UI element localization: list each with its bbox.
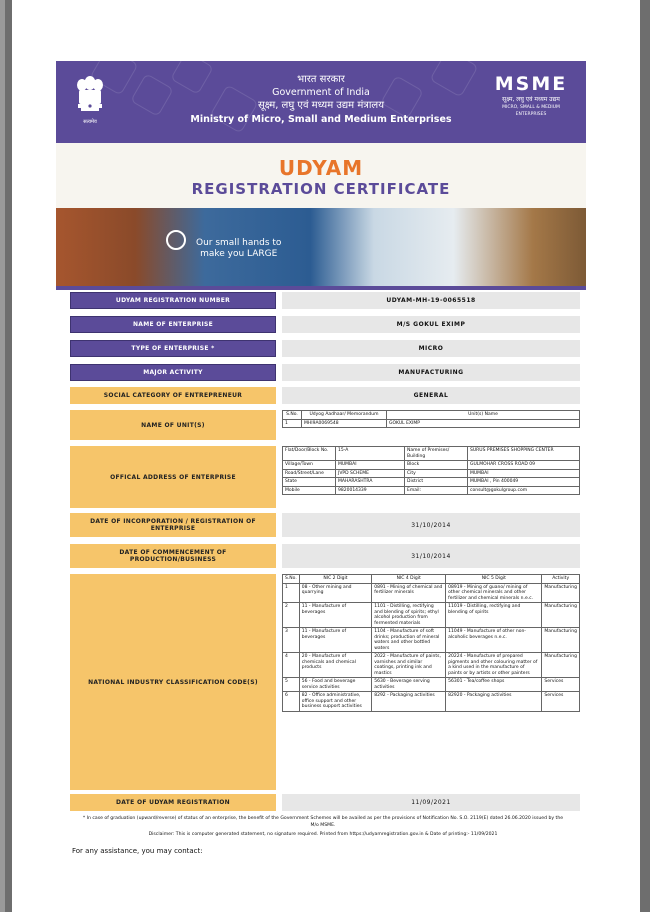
contact-text: For any assistance, you may contact: — [72, 847, 203, 855]
nic-cell: Services — [542, 678, 580, 692]
unit-cell: 1 — [283, 419, 302, 428]
address-cell: GULMOHAR CROSS ROAD 09 — [468, 461, 580, 470]
nic-cell: 2 — [283, 603, 300, 628]
certificate-title — [56, 143, 586, 208]
nic-cell: 5630 - Beverage serving activities — [372, 678, 446, 692]
nic-cell: Manufacturing — [542, 653, 580, 678]
nic-cell: Activity — [542, 575, 580, 584]
address-row — [283, 486, 580, 495]
social-category-value: GENERAL — [282, 387, 580, 404]
enterprise-type-value: MICRO — [282, 340, 580, 357]
nic-row — [283, 583, 580, 603]
nic-row — [283, 692, 580, 712]
commencement-date-label: DATE OF COMMENCEMENT OF PRODUCTION/BUSINESS — [70, 544, 276, 568]
nic-cell: 5 — [283, 678, 300, 692]
address-cell: MUMBAI — [336, 461, 405, 470]
nic-row — [283, 678, 580, 692]
nic-cell: 82 - Office administrative, office support and other business support activities — [299, 692, 371, 712]
address-row — [283, 478, 580, 487]
nic-cell: 82920 - Packaging activities — [446, 692, 542, 712]
nic-cell: 56301 - Tea/coffee shops — [446, 678, 542, 692]
address-cell: 15-A — [336, 447, 405, 461]
government-text: Government of India — [272, 87, 370, 98]
nic-row — [283, 603, 580, 628]
address-label: OFFICAL ADDRESS OF ENTERPRISE — [70, 446, 276, 508]
address-cell: State — [283, 478, 336, 487]
address-row — [283, 461, 580, 470]
nic-cell: Services — [542, 692, 580, 712]
reg-number-value: UDYAM-MH-19-0065518 — [282, 292, 580, 309]
address-cell: Block — [405, 461, 468, 470]
banner-divider — [56, 286, 586, 290]
unit-cell: Udyog Aadhaar/ Memorandum — [302, 411, 387, 420]
unit-cell: GOKUL EXIMP — [387, 419, 580, 428]
address-cell: MAHARASHTRA — [336, 478, 405, 487]
nic-cell: S.No. — [283, 575, 300, 584]
address-cell: consult@gokulgroup.com — [468, 486, 580, 495]
address-cell: Village/Town — [283, 461, 336, 470]
nic-cell: NIC 4 Digit — [372, 575, 446, 584]
nic-cell: 2022 - Manufacture of paints, varnishes and similar coatings, printing ink and mastics — [372, 653, 446, 678]
major-activity-label: MAJOR ACTIVITY — [70, 364, 276, 381]
ministry-header — [56, 61, 586, 143]
address-cell: 9820014339 — [336, 486, 405, 495]
address-cell: Name of Premises/ Building — [405, 447, 468, 461]
reg-number-label: UDYAM REGISTRATION NUMBER — [70, 292, 276, 309]
units-table — [282, 410, 580, 428]
commencement-date-value: 31/10/2014 — [282, 544, 580, 568]
nic-codes-table — [282, 574, 580, 712]
nic-cell: Manufacturing — [542, 603, 580, 628]
address-cell: Road/Street/Lane — [283, 469, 336, 478]
address-cell: MUMBAI — [468, 469, 580, 478]
unit-cell: Unit(s) Name — [387, 411, 580, 420]
address-row — [283, 469, 580, 478]
nic-cell: 20 - Manufacture of chemicals and chemical products — [299, 653, 371, 678]
address-cell: JVPD SCHEME — [336, 469, 405, 478]
address-cell: Flat/Door/Block No. — [283, 447, 336, 461]
chakra-icon — [166, 230, 186, 250]
unit-row — [283, 419, 580, 428]
unit-header-row — [283, 411, 580, 420]
enterprise-name-label: NAME OF ENTERPRISE — [70, 316, 276, 333]
udyam-date-value: 11/09/2021 — [282, 794, 580, 811]
title-udyam: UDYAM — [278, 156, 364, 180]
address-cell: Email: — [405, 486, 468, 495]
hindi-government-text: भारत सरकार — [297, 74, 345, 85]
address-cell: Mobile — [283, 486, 336, 495]
unit-names-label: NAME OF UNIT(S) — [70, 410, 276, 440]
nic-cell: 6 — [283, 692, 300, 712]
nic-cell: 3 — [283, 628, 300, 653]
graduation-footnote: * In case of graduation (upward/reverse) of status of an enterprise, the benefit of the Government Schemes will be availed as per the provisions of Notification No. S.O. 2119(E) dated 26.06.2020 issued by the M/o MSME. — [82, 816, 564, 828]
address-row — [283, 447, 580, 461]
nic-cell: 08919 - Mining of guano/ mining of other chemical minerals and other fertilizer and chemical minerals n.e.c. — [446, 583, 542, 603]
svg-text:सत्यमेव: सत्यमेव — [83, 119, 97, 125]
nic-row — [283, 653, 580, 678]
udyam-date-label: DATE OF UDYAM REGISTRATION — [70, 794, 276, 811]
nic-cell: 1101 - Distilling, rectifying and blending of spirits; ethyl alcohol production from fermented materials — [372, 603, 446, 628]
nic-cell: 8292 - Packaging activities — [372, 692, 446, 712]
nic-cell: 0891 - Mining of chemical and fertilizer minerals — [372, 583, 446, 603]
address-table — [282, 446, 580, 495]
enterprise-type-label: TYPE OF ENTERPRISE * — [70, 340, 276, 357]
title-registration-certificate: REGISTRATION CERTIFICATE — [191, 180, 451, 198]
nic-cell: 11049 - Manufacture of other non-alcoholic beverages n.e.c. — [446, 628, 542, 653]
incorporation-date-value: 31/10/2014 — [282, 513, 580, 537]
address-cell: District — [405, 478, 468, 487]
address-cell: SURUS PREMISES SHOPPING CENTER — [468, 447, 580, 461]
banner-image — [56, 208, 586, 286]
nic-cell: 1 — [283, 583, 300, 603]
nic-cell: Manufacturing — [542, 628, 580, 653]
unit-cell: MHI9A0069548 — [302, 419, 387, 428]
nic-header-row — [283, 575, 580, 584]
major-activity-value: MANUFACTURING — [282, 364, 580, 381]
banner-tagline-1: Our small hands to — [196, 238, 282, 248]
enterprise-name-value: M/S GOKUL EXIMP — [282, 316, 580, 333]
nic-cell: 4 — [283, 653, 300, 678]
banner-tagline-2: make you LARGE — [200, 249, 278, 259]
unit-cell: S.No. — [283, 411, 302, 420]
incorporation-date-label: DATE OF INCORPORATION / REGISTRATION OF ENTERPRISE — [70, 513, 276, 537]
nic-cell: 08 - Other mining and quarrying — [299, 583, 371, 603]
msme-logo: MSME सूक्ष्म, लघु एवं मध्यम उद्यम MICRO, SMALL & MEDIUM ENTERPRISES — [494, 73, 568, 117]
nic-cell: 1104 - Manufacture of soft drinks; production of mineral waters and other bottled waters — [372, 628, 446, 653]
nic-cell: 11 - Manufacture of beverages — [299, 603, 371, 628]
address-cell: City — [405, 469, 468, 478]
disclaimer-text: Disclaimer: This is computer generated statement, no signature required. Printed from https://udyamregistration.gov.in & Date of printing:- 11/09/2021 — [148, 832, 498, 837]
nic-cell: NIC 2 Digit — [299, 575, 371, 584]
nic-cell: 56 - Food and beverage service activities — [299, 678, 371, 692]
nic-row — [283, 628, 580, 653]
nic-codes-label: NATIONAL INDUSTRY CLASSIFICATION CODE(S) — [70, 574, 276, 790]
ministry-text: Ministry of Micro, Small and Medium Enterprises — [190, 114, 452, 125]
nic-cell: NIC 5 Digit — [446, 575, 542, 584]
nic-cell: Manufacturing — [542, 583, 580, 603]
nic-cell: 20224 - Manufacture of prepared pigments and other colouring matter of a kind used in the manufacture of paints or by artists or other painters — [446, 653, 542, 678]
viewer-left-edge — [0, 0, 5, 912]
hindi-ministry-text: सूक्ष्म, लघु एवं मध्यम उद्यम मंत्रालय — [258, 100, 384, 111]
nic-cell: 11 - Manufacture of beverages — [299, 628, 371, 653]
social-category-label: SOCIAL CATEGORY OF ENTREPRENEUR — [70, 387, 276, 404]
nic-cell: 11019 - Distilling, rectifying and blending of spirits — [446, 603, 542, 628]
address-cell: MUMBAI , Pin 400049 — [468, 478, 580, 487]
